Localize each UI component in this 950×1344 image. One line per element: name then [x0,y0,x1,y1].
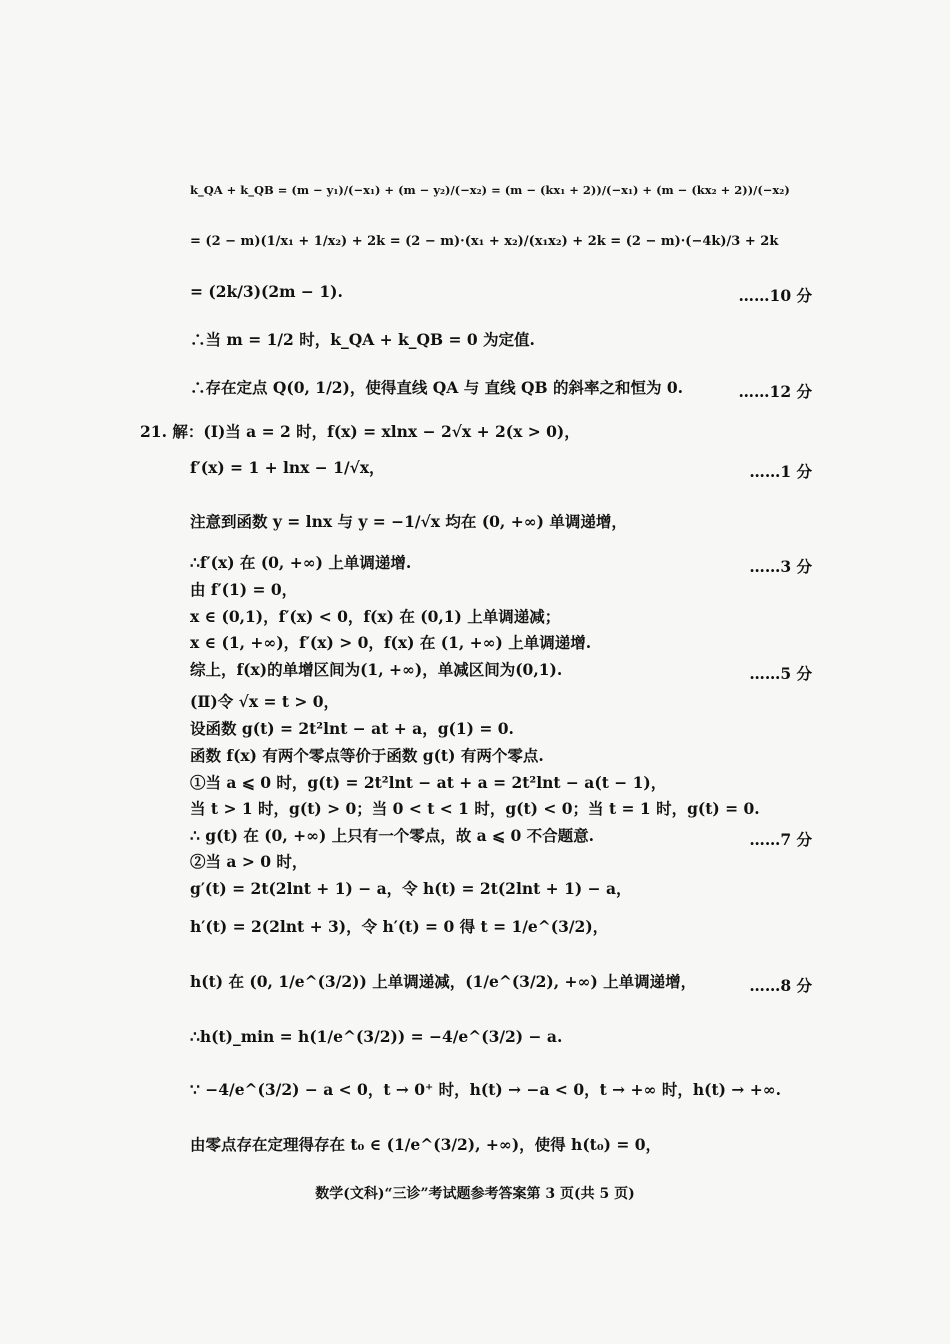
answer-line: k_QA + k_QB = (m − y₁)/(−x₁) + (m − y₂)/(−x₂) = (m − (kx₁ + 2))/(−x₁) + (m − (kx₂ + 2))/(−x₂) [190,183,790,197]
answer-line: ∴f′(x) 在 (0, +∞) 上单调递增. [190,553,412,572]
answer-line: f′(x) = 1 + lnx − 1/√x， [190,458,385,477]
answer-line: ∴h(t)_min = h(1/e^(3/2)) = −4/e^(3/2) − a. [190,1027,563,1046]
score-marker: ……8 分 [749,976,812,995]
score-marker: ……5 分 [749,664,812,683]
score-marker: ……12 分 [738,382,812,401]
answer-line: ①当 a ⩽ 0 时，g(t) = 2t²lnt − at + a = 2t²lnt − a(t − 1)， [190,773,667,792]
answer-line: x ∈ (1, +∞)，f′(x) > 0，f(x) 在 (1, +∞) 上单调递增. [190,633,592,652]
answer-line: g′(t) = 2t(2lnt + 1) − a，令 h(t) = 2t(2lnt + 1) − a， [190,879,632,898]
answer-line: x ∈ (0,1)，f′(x) < 0，f(x) 在 (0,1) 上单调递减； [190,607,561,626]
page-footer: 数学(文科)“三诊”考试题参考答案第 3 页(共 5 页) [315,1186,635,1202]
answer-line: 综上，f(x)的单增区间为(1, +∞)，单减区间为(0,1). [190,660,563,679]
answer-line: 注意到函数 y = lnx 与 y = −1/√x 均在 (0, +∞) 单调递增， [190,512,627,531]
score-marker: ……3 分 [749,557,812,576]
answer-line: 设函数 g(t) = 2t²lnt − at + a，g(1) = 0. [190,719,514,738]
answer-line: ∴当 m = 1/2 时，k_QA + k_QB = 0 为定值. [190,330,535,349]
answer-line: = (2k/3)(2m − 1). [190,282,343,301]
answer-line: (Ⅱ)令 √x = t > 0， [190,692,340,711]
answer-line: ∵ −4/e^(3/2) − a < 0，t → 0⁺ 时，h(t) → −a < 0，t → +∞ 时，h(t) → +∞. [190,1080,782,1099]
answer-line: ∴ g(t) 在 (0, +∞) 上只有一个零点，故 a ⩽ 0 不合题意. [190,826,595,845]
score-marker: ……7 分 [749,830,812,849]
answer-line: h(t) 在 (0, 1/e^(3/2)) 上单调递减，(1/e^(3/2), +∞) 上单调递增， [190,972,697,991]
score-marker: ……1 分 [749,462,812,481]
answer-line: 函数 f(x) 有两个零点等价于函数 g(t) 有两个零点. [190,746,544,765]
answer-line: ②当 a > 0 时， [190,852,308,871]
answer-line: ∴存在定点 Q(0, 1/2)，使得直线 QA 与 直线 QB 的斜率之和恒为 0. [190,378,684,397]
score-marker: ……10 分 [738,286,812,305]
answer-line: 由零点存在定理得存在 t₀ ∈ (1/e^(3/2), +∞)，使得 h(t₀) = 0， [190,1135,662,1154]
answer-line: 21. 解：(Ⅰ)当 a = 2 时，f(x) = xlnx − 2√x + 2(x > 0)， [140,422,580,441]
answer-line: 由 f′(1) = 0， [190,580,298,599]
answer-line: = (2 − m)(1/x₁ + 1/x₂) + 2k = (2 − m)·(x₁ + x₂)/(x₁x₂) + 2k = (2 − m)·(−4k)/3 + 2k [190,234,779,249]
answer-line: 当 t > 1 时，g(t) > 0；当 0 < t < 1 时，g(t) < 0；当 t = 1 时，g(t) = 0. [190,799,760,818]
answer-line: h′(t) = 2(2lnt + 3)，令 h′(t) = 0 得 t = 1/e^(3/2)， [190,917,609,936]
